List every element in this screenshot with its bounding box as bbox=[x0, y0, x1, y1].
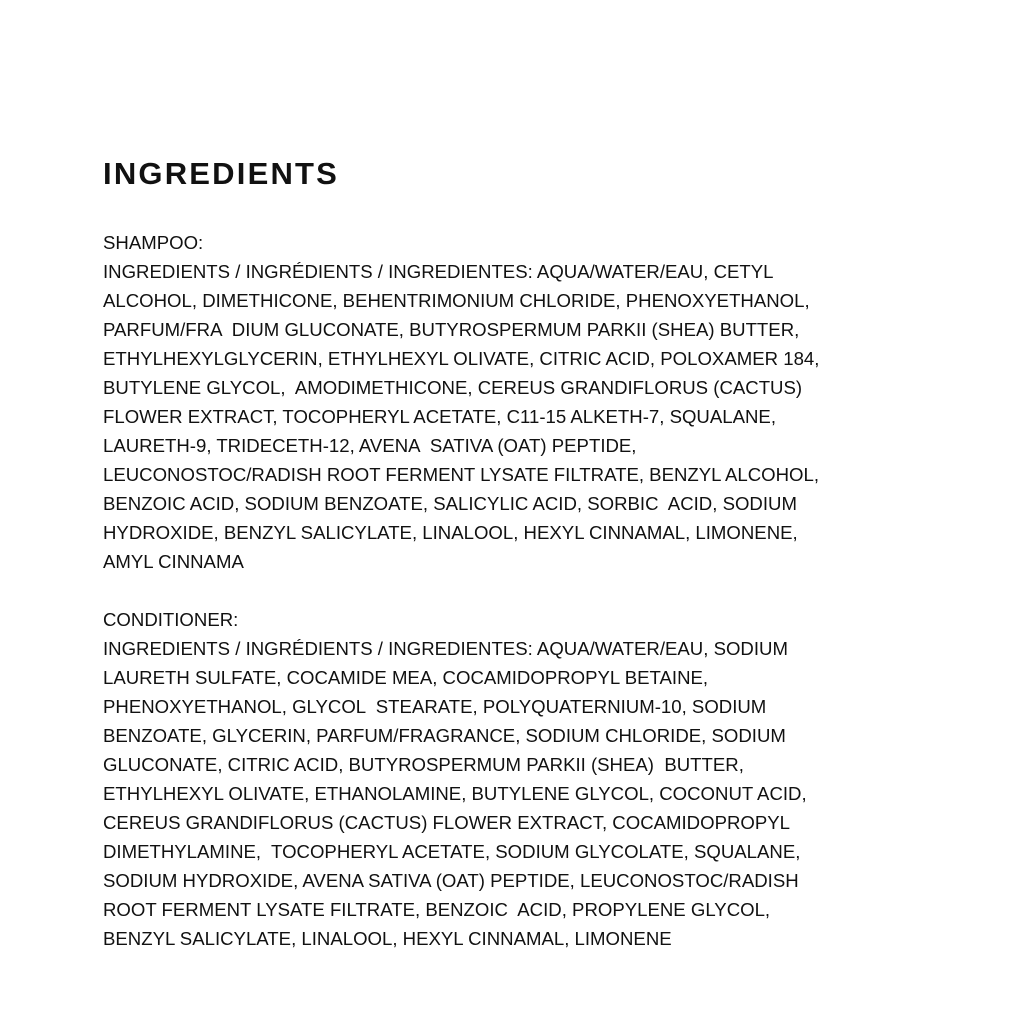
section-heading: CONDITIONER: bbox=[103, 609, 239, 630]
ingredient-line: FLOWER EXTRACT, TOCOPHERYL ACETATE, C11-15 ALKETH-7, SQUALANE, bbox=[103, 406, 777, 427]
ingredient-line: BENZYL SALICYLATE, LINALOOL, HEXYL CINNAMAL, LIMONENE bbox=[103, 928, 672, 949]
ingredient-line: INGREDIENTS / INGRÉDIENTS / INGREDIENTES: AQUA/WATER/EAU, CETYL bbox=[103, 261, 774, 282]
page-title: INGREDIENTS bbox=[103, 156, 340, 191]
ingredient-line: HYDROXIDE, BENZYL SALICYLATE, LINALOOL, HEXYL CINNAMAL, LIMONENE, bbox=[103, 522, 798, 543]
conditioner-section bbox=[103, 605, 1003, 953]
ingredient-line: LAURETH SULFATE, COCAMIDE MEA, COCAMIDOPROPYL BETAINE, bbox=[103, 667, 709, 688]
ingredient-line: AMYL CINNAMA bbox=[103, 551, 244, 572]
ingredient-line: INGREDIENTS / INGRÉDIENTS / INGREDIENTES: AQUA/WATER/EAU, SODIUM bbox=[103, 638, 788, 659]
ingredient-line: DIMETHYLAMINE, TOCOPHERYL ACETATE, SODIUM GLYCOLATE, SQUALANE, bbox=[103, 841, 801, 862]
ingredient-line: LAURETH-9, TRIDECETH-12, AVENA SATIVA (OAT) PEPTIDE, bbox=[103, 435, 637, 456]
section-heading: SHAMPOO: bbox=[103, 232, 204, 253]
ingredient-line: CEREUS GRANDIFLORUS (CACTUS) FLOWER EXTRACT, COCAMIDOPROPYL bbox=[103, 812, 791, 833]
ingredient-line: PARFUM/FRA DIUM GLUCONATE, BUTYROSPERMUM PARKII (SHEA) BUTTER, bbox=[103, 319, 800, 340]
shampoo-section bbox=[103, 228, 1003, 576]
ingredients-page bbox=[103, 0, 1003, 1024]
ingredient-line: LEUCONOSTOC/RADISH ROOT FERMENT LYSATE FILTRATE, BENZYL ALCOHOL, bbox=[103, 464, 819, 485]
ingredient-line: ROOT FERMENT LYSATE FILTRATE, BENZOIC ACID, PROPYLENE GLYCOL, bbox=[103, 899, 771, 920]
ingredient-line: ALCOHOL, DIMETHICONE, BEHENTRIMONIUM CHLORIDE, PHENOXYETHANOL, bbox=[103, 290, 810, 311]
ingredient-line: BENZOATE, GLYCERIN, PARFUM/FRAGRANCE, SODIUM CHLORIDE, SODIUM bbox=[103, 725, 786, 746]
ingredient-line: GLUCONATE, CITRIC ACID, BUTYROSPERMUM PARKII (SHEA) BUTTER, bbox=[103, 754, 744, 775]
ingredient-line: ETHYLHEXYL OLIVATE, ETHANOLAMINE, BUTYLENE GLYCOL, COCONUT ACID, bbox=[103, 783, 807, 804]
ingredient-line: BENZOIC ACID, SODIUM BENZOATE, SALICYLIC ACID, SORBIC ACID, SODIUM bbox=[103, 493, 797, 514]
ingredient-line: ETHYLHEXYLGLYCERIN, ETHYLHEXYL OLIVATE, CITRIC ACID, POLOXAMER 184, bbox=[103, 348, 820, 369]
ingredient-line: PHENOXYETHANOL, GLYCOL STEARATE, POLYQUATERNIUM-10, SODIUM bbox=[103, 696, 767, 717]
ingredient-line: BUTYLENE GLYCOL, AMODIMETHICONE, CEREUS GRANDIFLORUS (CACTUS) bbox=[103, 377, 803, 398]
ingredient-line: SODIUM HYDROXIDE, AVENA SATIVA (OAT) PEPTIDE, LEUCONOSTOC/RADISH bbox=[103, 870, 799, 891]
